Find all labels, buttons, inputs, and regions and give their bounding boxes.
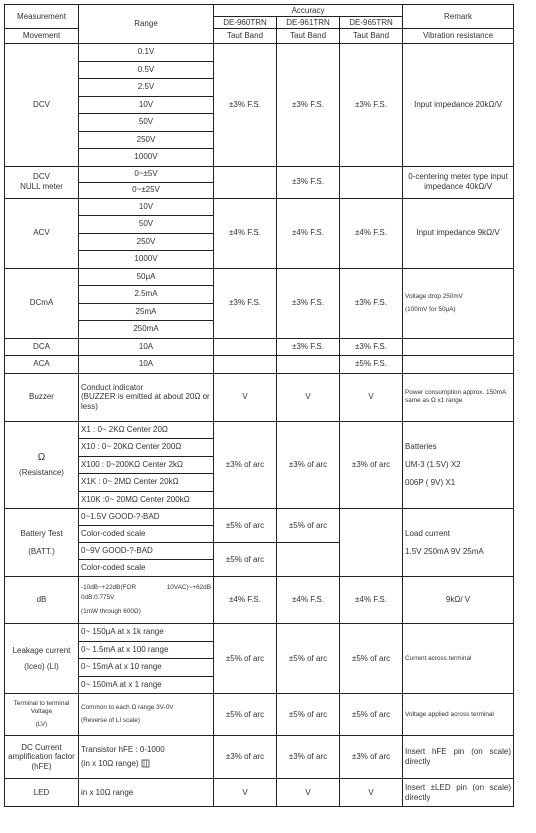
hfe-range-line: Transistor hFE : 0-1000 [81,745,165,755]
spec-table [4,4,514,807]
db-range-text: -10dB~+22dB(FOR [81,584,137,592]
dcma-acc-960: ±3% F.S. [214,268,277,338]
db-remark: 9kΩ/ V [403,577,514,624]
lv-acc-960: ±5% of arc [214,694,277,736]
null-range: 0~±5V [79,166,214,182]
null-acc-960 [214,166,277,198]
lv-acc-965: ±5% of arc [340,694,403,736]
null-acc-961: ±3% F.S. [277,166,340,198]
leak-range: 0~ 150μA at x 1k range [79,624,214,642]
lv-range-line: Common to each Ω range 3V-0V [81,704,174,712]
model-965: DE-965TRN [340,17,403,29]
hfe-range [79,736,214,779]
leak-label [5,624,79,694]
batt-label-line: Battery Test [20,528,63,538]
dcv-range: 10V [79,96,214,114]
res-range: X1 : 0~ 2KΩ Center 20Ω [79,421,214,439]
dca-label: DCA [5,338,79,356]
batt-acc-960-a: ±5% of arc [214,509,277,543]
acv-remark: Input impedance 9kΩ/V [403,198,514,268]
db-acc-965: ±4% F.S. [340,577,403,624]
res-acc-965: ±3% of arc [340,421,403,509]
hfe-socket-icon [141,759,150,768]
leak-range: 0~ 1.5mA at x 100 range [79,641,214,659]
dcma-remark-line: (100mV for 50μA) [405,305,456,313]
led-range: in x 10Ω range [79,779,214,807]
dcv-range: 0.1V [79,44,214,62]
dca-acc-961: ±3% F.S. [277,338,340,356]
buzzer-acc-961: V [277,373,340,421]
res-label-line: (Resistance) [19,467,64,477]
aca-range: 10A [79,356,214,374]
dcma-acc-961: ±3% F.S. [277,268,340,338]
db-acc-961: ±4% F.S. [277,577,340,624]
dcma-remark-line: Voltage drop 250mV [405,292,463,300]
res-range: X10 : 0~ 20KΩ Center 200Ω [79,439,214,457]
led-remark: Insert ±LED pin (on scale) directly [403,779,514,807]
dcma-range: 50μA [79,268,214,286]
res-range: X10K :0~ 20MΩ Center 200kΩ [79,491,214,509]
dcv-range: 1000V [79,149,214,167]
header-accuracy: Accuracy [214,5,403,17]
hfe-label-line: amplification factor [8,752,75,762]
res-remark-line: 006P ( 9V) X1 [405,477,456,487]
hfe-acc-961: ±3% of arc [277,736,340,779]
leak-acc-961: ±5% of arc [277,624,340,694]
acv-range: 10V [79,198,214,216]
batt-remark [403,509,514,577]
dcma-range: 2.5mA [79,286,214,304]
batt-acc-961: ±5% of arc [277,509,340,543]
leak-acc-960: ±5% of arc [214,624,277,694]
aca-label: ACA [5,356,79,374]
header-movement: Movement [5,29,79,44]
dca-acc-965: ±3% F.S. [340,338,403,356]
leak-label-line: Leakage current [12,645,71,655]
acv-range: 250V [79,233,214,251]
batt-range: Color-coded scale [79,526,214,543]
buzzer-remark: Power consumption approx. 150mA same as Ω x1 range [403,373,514,421]
movement-961: Taut Band [277,29,340,44]
res-acc-961: ±3% of arc [277,421,340,509]
lv-label-line: Voltage [30,708,53,716]
batt-acc-961-empty [277,543,340,577]
hfe-label [5,736,79,779]
hfe-range-second-line [81,759,211,769]
null-range: 0~±25V [79,182,214,198]
buzzer-range [79,373,214,421]
movement-965: Taut Band [340,29,403,44]
dcv-acc-961: ±3% F.S. [277,44,340,167]
null-acc-965 [340,166,403,198]
dcv-acc-965: ±3% F.S. [340,44,403,167]
movement-960: Taut Band [214,29,277,44]
null-label-line: DCV [33,172,50,182]
leak-acc-965: ±5% of arc [340,624,403,694]
header-remark: Remark [403,5,514,29]
hfe-label-line: DC Current [21,742,62,752]
res-remark-line: UM-3 (1.5V) X2 [405,459,461,469]
acv-range: 50V [79,216,214,234]
db-range [79,577,214,624]
batt-range: 0~9V GOOD-?-BAD [79,543,214,560]
dca-range: 10A [79,338,214,356]
dcma-range: 25mA [79,303,214,321]
buzzer-label: Buzzer [5,373,79,421]
model-960: DE-960TRN [214,17,277,29]
batt-range: Color-coded scale [79,560,214,577]
db-range-text: 0dB:0.775V [81,594,115,602]
dca-remark [403,338,514,356]
aca-remark [403,356,514,374]
res-remark-line: Batteries [405,442,437,452]
hfe-acc-960: ±3% of arc [214,736,277,779]
buzzer-acc-965: V [340,373,403,421]
led-acc-961: V [277,779,340,807]
lv-range-line: (Reverse of LI scale) [81,717,140,724]
dcv-acc-960: ±3% F.S. [214,44,277,167]
hfe-label-line: (hFE) [31,761,52,771]
null-label-line: NULL meter [20,182,63,191]
res-label [5,421,79,509]
batt-remark-line: 1.5V 250mA 9V 25mA [405,546,484,556]
res-remark [403,421,514,509]
batt-acc-965 [340,509,403,577]
hfe-acc-965: ±3% of arc [340,736,403,779]
buzzer-range-line: (BUZZER is emitted at about 20Ω or less) [81,392,210,411]
lv-remark: Voltage applied across terminal [403,694,514,736]
leak-label-line: (Iceo) (LI) [24,661,59,671]
lv-label-line: (LV) [35,720,48,728]
dcma-label: DCmA [5,268,79,338]
buzzer-acc-960: V [214,373,277,421]
buzzer-range-line: Conduct indicator [81,382,144,392]
header-measurement: Measurement [5,5,79,29]
null-label [5,166,79,198]
led-acc-960: V [214,779,277,807]
leak-range: 0~ 150mA at x 1 range [79,676,214,694]
dcma-remark [403,268,514,338]
dcv-range: 2.5V [79,79,214,97]
leak-range: 0~ 15mA at x 10 range [79,659,214,677]
dcv-range: 250V [79,131,214,149]
dcv-label: DCV [5,44,79,167]
led-acc-965: V [340,779,403,807]
db-acc-960: ±4% F.S. [214,577,277,624]
leak-remark: Current across terminal [403,624,514,694]
aca-acc-965: ±5% F.S. [340,356,403,374]
db-range-first-line [81,584,211,592]
null-remark: 0-centering meter type input impedance 40kΩ/V [403,166,514,198]
acv-range: 1000V [79,251,214,269]
db-label: dB [5,577,79,624]
header-range: Range [79,5,214,44]
aca-acc-960 [214,356,277,374]
lv-acc-961: ±5% of arc [277,694,340,736]
hfe-range-line: (in x 10Ω range) [81,759,139,768]
hfe-remark: Insert hFE pin (on scale) directly [403,736,514,779]
batt-range: 0~1.5V GOOD-?-BAD [79,509,214,526]
model-961: DE-961TRN [277,17,340,29]
res-range: X100 : 0~200KΩ Center 2kΩ [79,456,214,474]
aca-acc-961 [277,356,340,374]
batt-remark-line: Load current [405,528,450,538]
dcv-range: 50V [79,114,214,132]
batt-label [5,509,79,577]
dcv-remark: Input impedance 20kΩ/V [403,44,514,167]
dcv-range: 0.5V [79,61,214,79]
led-label: LED [5,779,79,807]
lv-label [5,694,79,736]
db-range-text: (1mW through 600Ω) [81,607,141,615]
acv-acc-960: ±4% F.S. [214,198,277,268]
lv-range [79,694,214,736]
batt-label-line: (BATT.) [28,546,55,556]
acv-label: ACV [5,198,79,268]
acv-acc-965: ±4% F.S. [340,198,403,268]
db-range-text: 10VAC)~+62dB [166,584,211,592]
res-range: X1K : 0~ 2MΩ Center 20kΩ [79,474,214,492]
acv-acc-961: ±4% F.S. [277,198,340,268]
res-acc-960: ±3% of arc [214,421,277,509]
dcma-range: 250mA [79,321,214,339]
dcma-acc-965: ±3% F.S. [340,268,403,338]
remark-movement: Vibration resistance [403,29,514,44]
dca-acc-960 [214,338,277,356]
ohm-symbol: Ω [37,451,46,463]
batt-acc-960-b: ±5% of arc [214,543,277,577]
lv-label-line: Terminal to terminal [13,700,70,708]
